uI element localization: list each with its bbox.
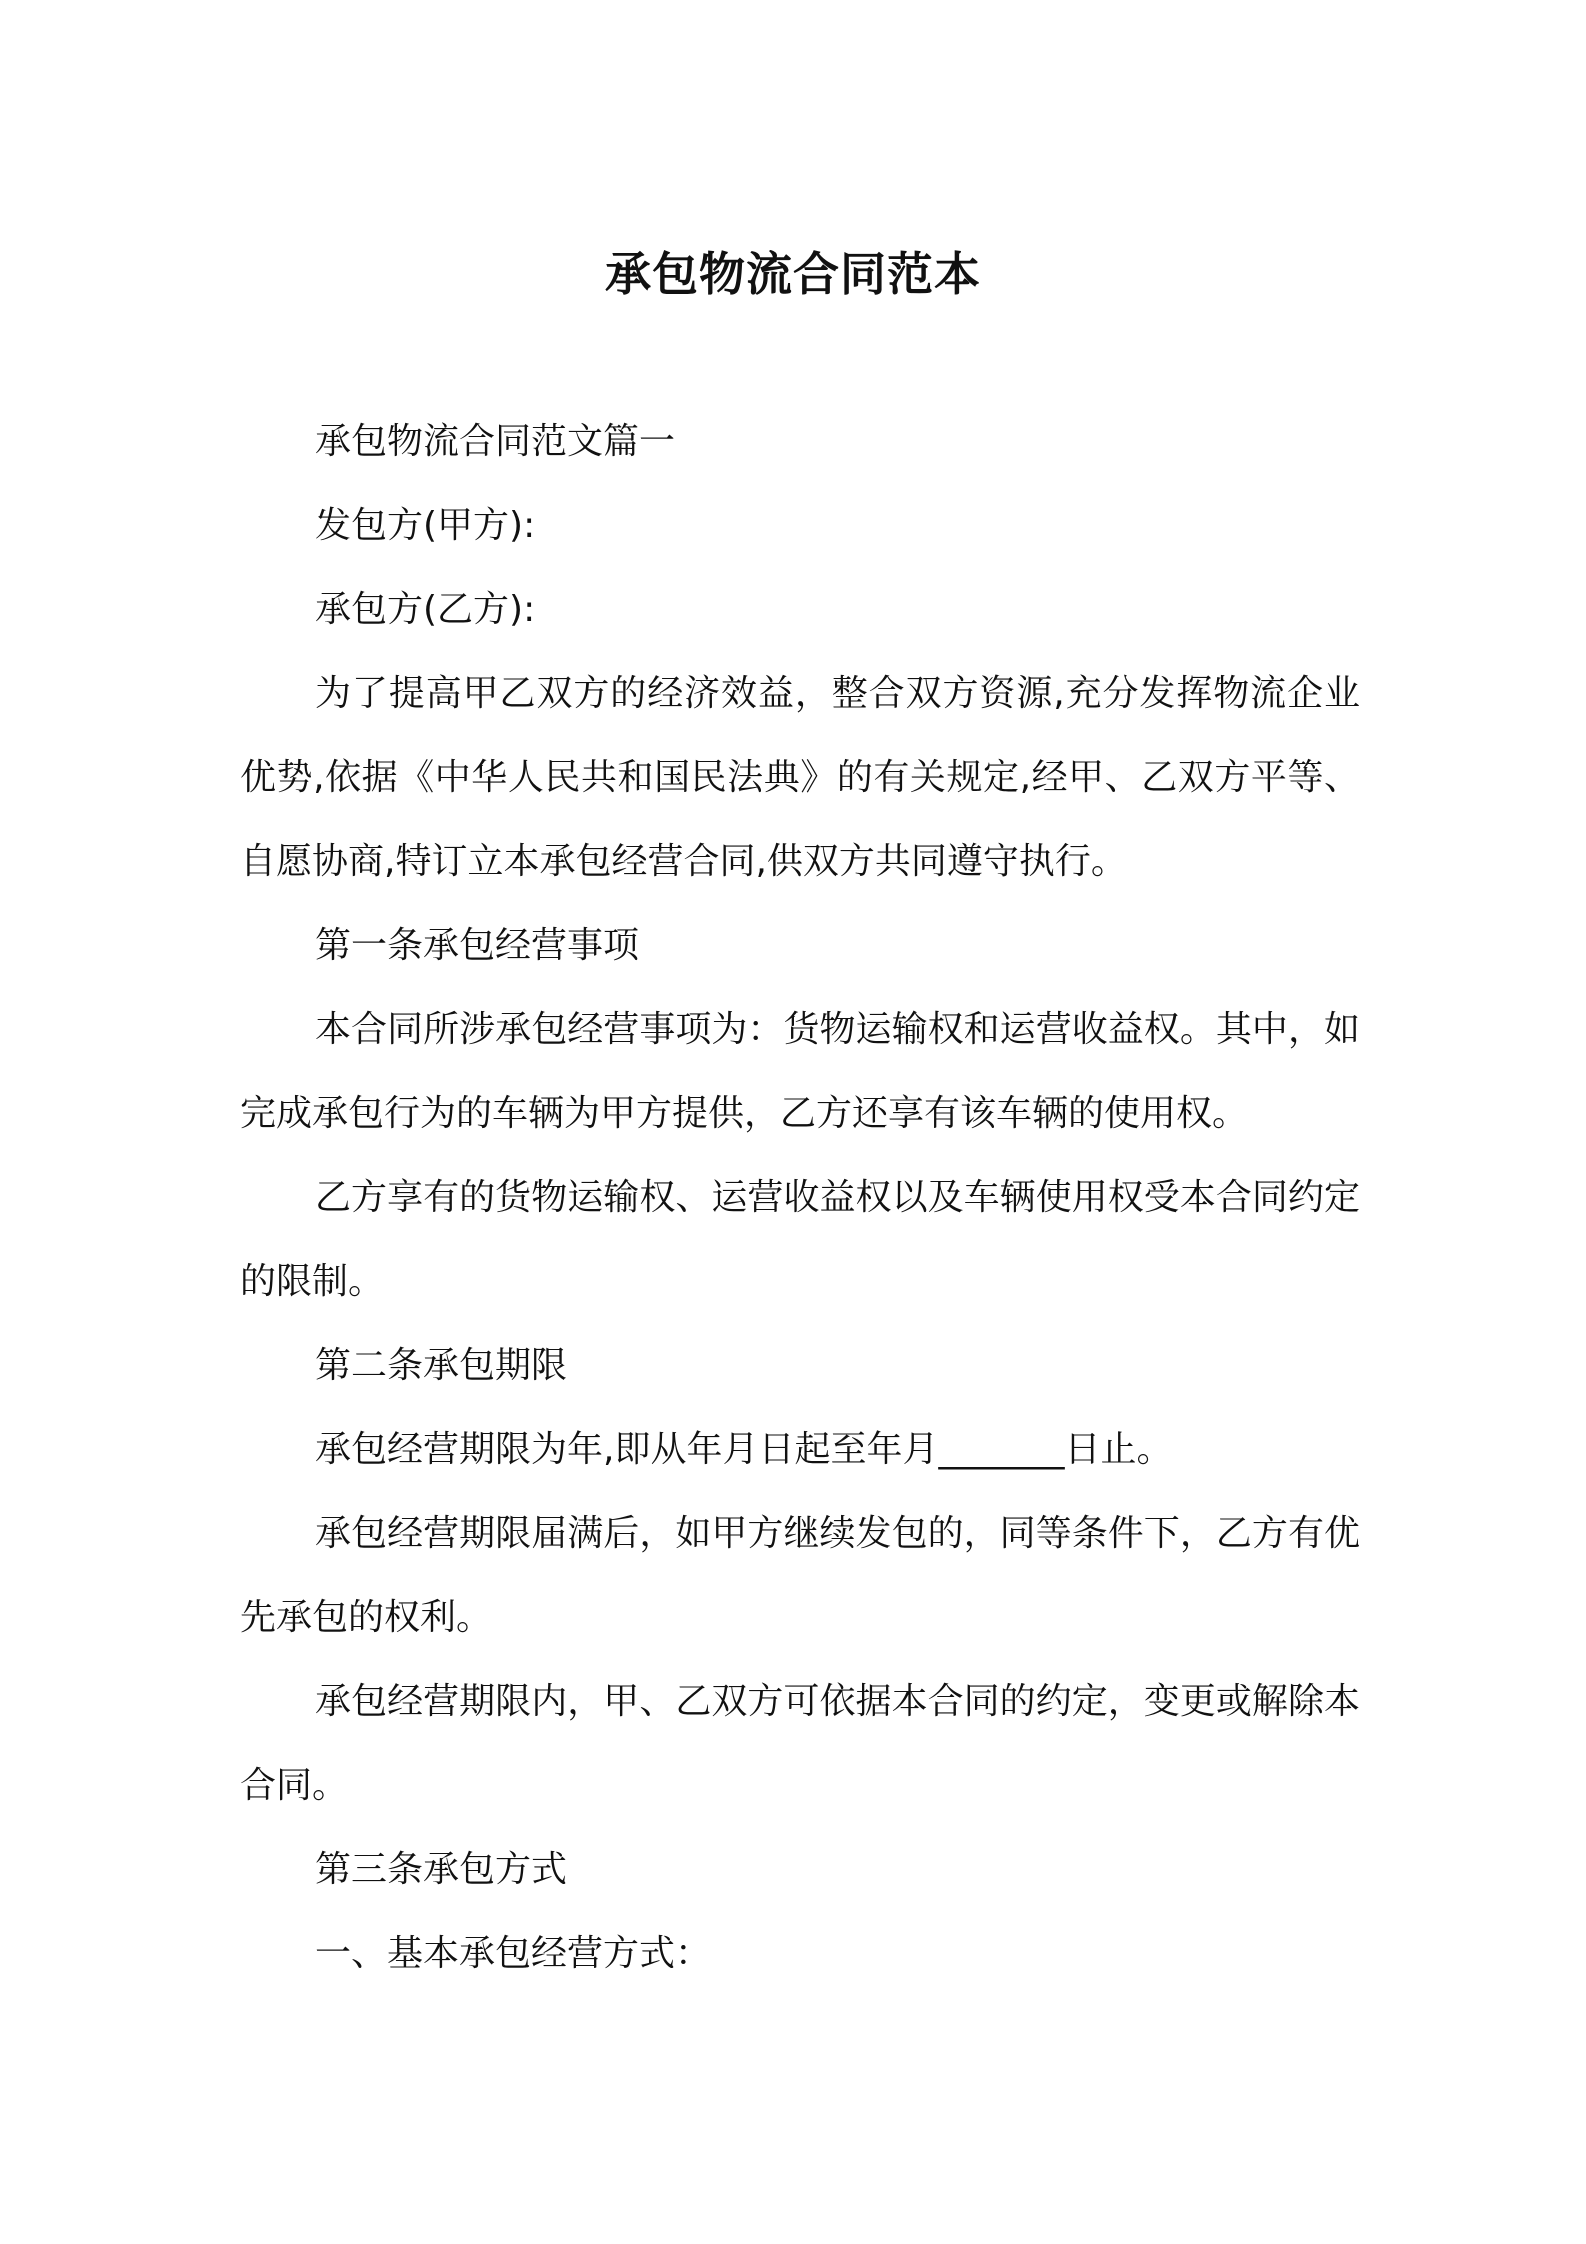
- article-1-paragraph-2: 乙方享有的货物运输权、运营收益权以及车辆使用权受本合同约定的限制。: [240, 1177, 1360, 1302]
- party-b-line: 承包方(乙方):: [315, 589, 536, 630]
- article-3-subheading: 一、基本承包经营方式：: [315, 1933, 712, 1974]
- preamble-paragraph: 为了提高甲乙双方的经济效益，整合双方资源,充分发挥物流企业优势,依据《中华人民共和国民法典》的有关规定,经甲、乙双方平等、自愿协商,特订立本承包经营合同,供双方共同遵守执行。: [240, 673, 1360, 882]
- article-2-paragraph-2: 承包经营期限届满后，如甲方继续发包的，同等条件下，乙方有优先承包的权利。: [240, 1513, 1360, 1638]
- article-2-heading: 第二条承包期限: [315, 1345, 568, 1386]
- document-body: [240, 400, 1360, 1996]
- article-1-paragraph-1: 本合同所涉承包经营事项为：货物运输权和运营收益权。其中，如完成承包行为的车辆为甲方提供，乙方还享有该车辆的使用权。: [240, 1009, 1360, 1134]
- section-heading: 承包物流合同范文篇一: [315, 421, 676, 462]
- article-2-paragraph-1: 承包经营期限为年,即从年月日起至年月_______日止。: [315, 1429, 1173, 1470]
- article-2-paragraph-3: 承包经营期限内，甲、乙双方可依据本合同的约定，变更或解除本合同。: [240, 1681, 1360, 1806]
- party-a-line: 发包方(甲方):: [315, 505, 536, 546]
- document-title: 承包物流合同范本: [605, 246, 981, 301]
- article-1-heading: 第一条承包经营事项: [315, 925, 640, 966]
- article-3-heading: 第三条承包方式: [315, 1849, 568, 1890]
